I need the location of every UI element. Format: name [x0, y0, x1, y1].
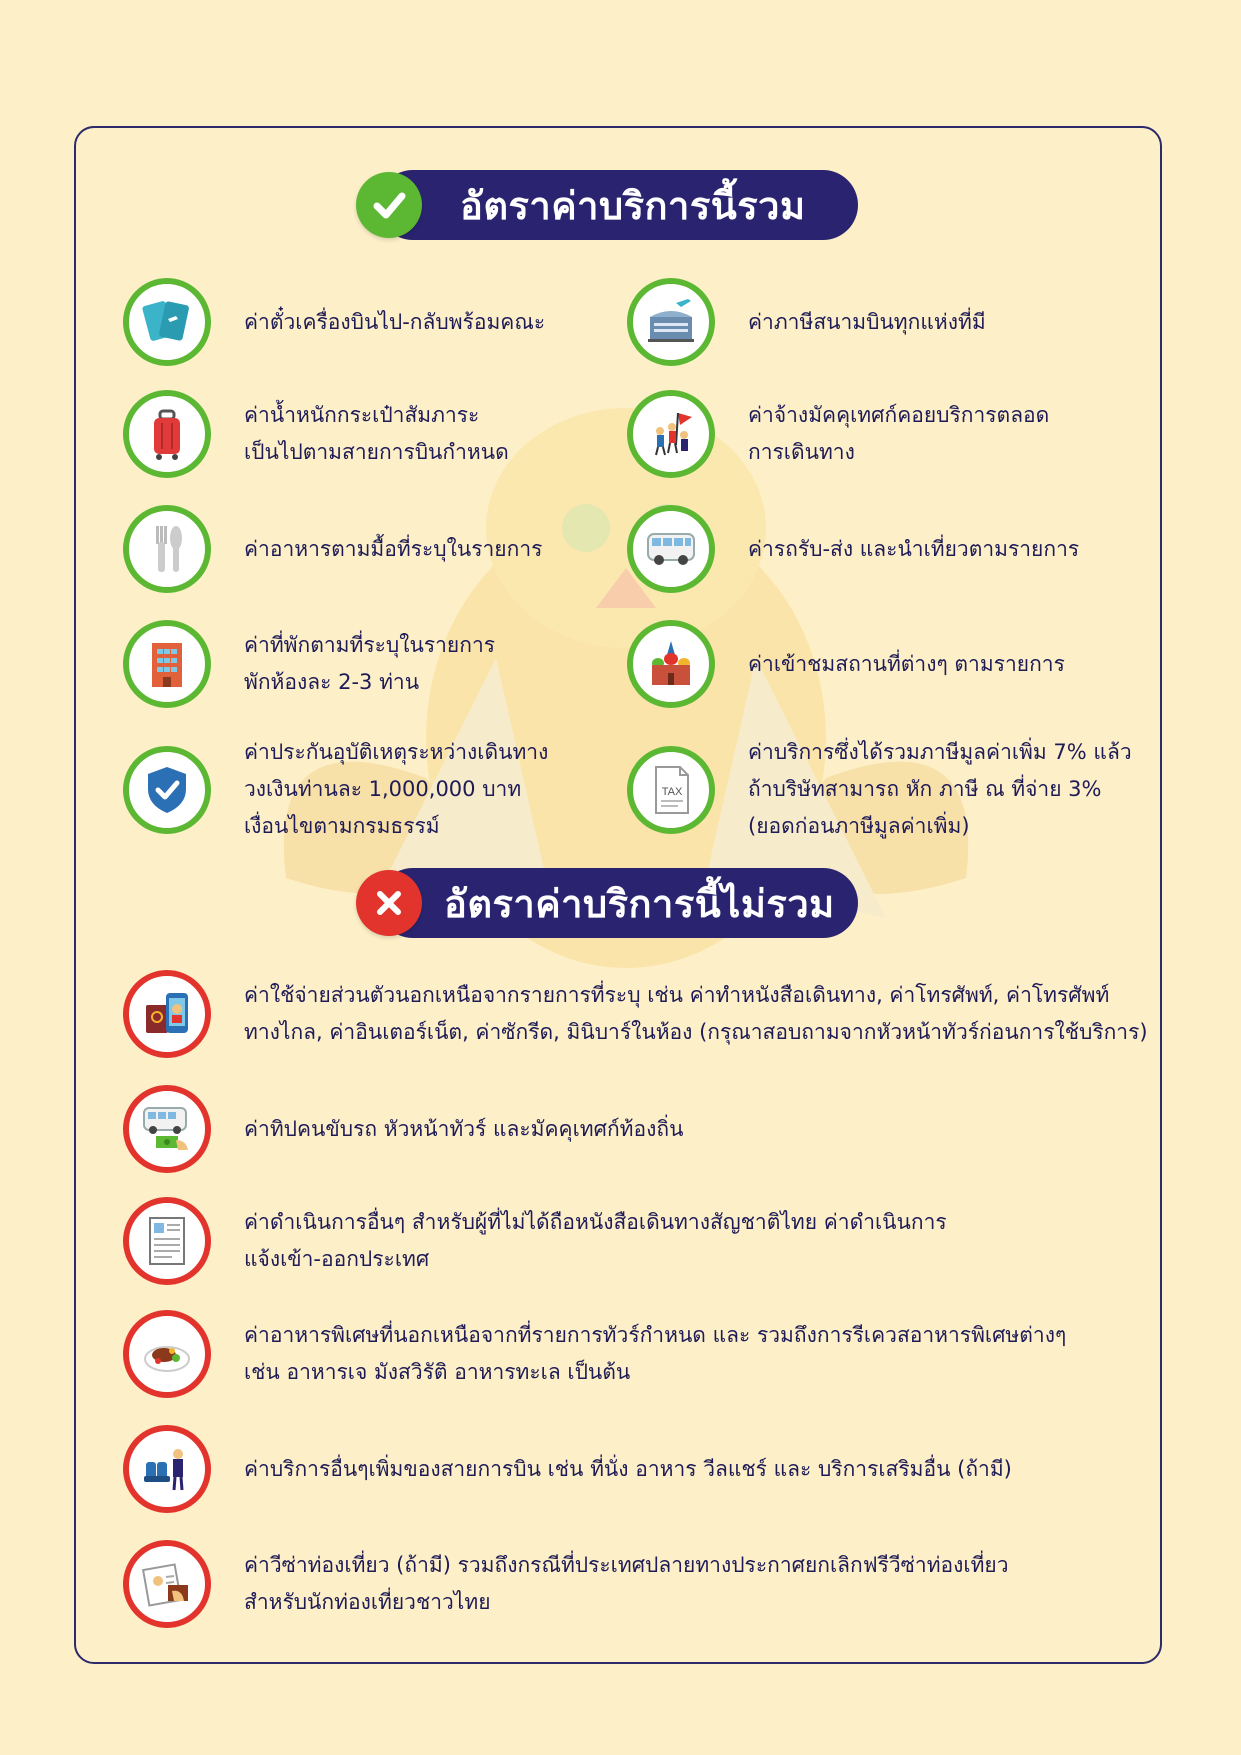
- text-line: ค่าน้ำหนักกระเป๋าสัมภาระ: [244, 403, 480, 427]
- included-banner: [378, 170, 858, 240]
- excluded-title: อัตราค่าบริการนี้ไม่รวม: [444, 881, 835, 926]
- text-line: ค่าจ้างมัคคุเทศก์คอยบริการตลอด: [748, 403, 1050, 427]
- included-text: [748, 397, 1049, 471]
- text-line: ค่าเข้าชมสถานที่ต่างๆ ตามรายการ: [748, 651, 1065, 676]
- text-line: ค่าใช้จ่ายส่วนตัวนอกเหนือจากรายการที่ระบุ เช่น ค่าทำหนังสือเดินทาง, ค่าโทรศัพท์, ค่าโทรศัพท์: [244, 983, 1110, 1007]
- guide-icon: [627, 390, 715, 478]
- text-line: วงเงินท่านละ 1,000,000 บาท: [244, 777, 522, 801]
- included-item: [123, 620, 495, 708]
- landmark-icon: [627, 620, 715, 708]
- text-line: ค่าบริการอื่นๆเพิ่มของสายการบิน เช่น ที่นั่ง อาหาร วีลแชร์ และ บริการเสริมอื่น (ถ้ามี): [244, 1456, 1012, 1481]
- included-item: [627, 278, 986, 366]
- text-line: ค่าดำเนินการอื่นๆ สำหรับผู้ที่ไม่ได้ถือหนังสือเดินทางสัญชาติไทย ค่าดำเนินการ: [244, 1210, 947, 1234]
- text-line: ค่าภาษีสนามบินทุกแห่งที่มี: [748, 309, 986, 334]
- included-text: [244, 304, 545, 341]
- text-line: ค่าวีซ่าท่องเที่ยว (ถ้ามี) รวมถึงกรณีที่ประเทศปลายทางประกาศยกเลิกฟรีวีซ่าท่องเที่ยว: [244, 1553, 1009, 1577]
- passport-phone-icon: [123, 970, 211, 1058]
- included-item: [627, 505, 1079, 593]
- shield-icon: [123, 746, 211, 834]
- tax-icon: [627, 746, 715, 834]
- included-text: [748, 646, 1065, 683]
- excluded-item: [123, 1197, 947, 1285]
- excluded-item: [123, 1425, 1012, 1513]
- included-item: [123, 278, 545, 366]
- excluded-text: [244, 1451, 1012, 1488]
- included-item: [123, 390, 509, 478]
- hotel-icon: [123, 620, 211, 708]
- text-line: แจ้งเข้า-ออกประเทศ: [244, 1247, 430, 1271]
- included-text: [244, 627, 495, 701]
- included-item: [123, 734, 548, 845]
- text-line: (ยอดก่อนภาษีมูลค่าเพิ่ม): [748, 814, 970, 838]
- text-line: เงื่อนไขตามกรมธรรม์: [244, 814, 440, 838]
- excluded-item: [123, 1540, 1009, 1628]
- check-icon: [369, 185, 409, 225]
- excluded-item: [123, 1085, 683, 1173]
- luggage-icon: [123, 390, 211, 478]
- included-item: [123, 505, 542, 593]
- tax-icon-label: TAX: [661, 785, 683, 798]
- cross-badge: [356, 870, 422, 936]
- included-text: [244, 397, 509, 471]
- excluded-text: [244, 1547, 1009, 1621]
- document-icon: [123, 1197, 211, 1285]
- text-line: เช่น อาหารเจ มังสวิรัติ อาหารทะเล เป็นต้น: [244, 1360, 631, 1384]
- cross-icon: [372, 886, 406, 920]
- text-line: ค่าบริการซึ่งได้รวมภาษีมูลค่าเพิ่ม 7% แล้ว: [748, 740, 1132, 764]
- text-line: พักห้องละ 2-3 ท่าน: [244, 670, 420, 694]
- ticket-icon: [123, 278, 211, 366]
- bus-tip-icon: [123, 1085, 211, 1173]
- included-text: [748, 304, 986, 341]
- text-line: สำหรับนักท่องเที่ยวชาวไทย: [244, 1590, 491, 1614]
- text-line: ค่าประกันอุบัติเหตุระหว่างเดินทาง: [244, 740, 549, 764]
- included-item: [627, 390, 1049, 478]
- text-line: ค่าทิปคนขับรถ หัวหน้าทัวร์ และมัคคุเทศก์ท้องถิ่น: [244, 1116, 684, 1141]
- excluded-banner: [378, 868, 858, 938]
- excluded-item: [123, 1310, 1066, 1398]
- airport-icon: [627, 278, 715, 366]
- airline-seat-icon: [123, 1425, 211, 1513]
- text-line: ถ้าบริษัทสามารถ หัก ภาษี ณ ที่จ่าย 3%: [748, 777, 1102, 801]
- special-meal-icon: [123, 1310, 211, 1398]
- text-line: ค่าตั๋วเครื่องบินไป-กลับพร้อมคณะ: [244, 309, 546, 334]
- text-line: ค่าที่พักตามที่ระบุในรายการ: [244, 633, 496, 657]
- text-line: ค่าอาหารตามมื้อที่ระบุในรายการ: [244, 536, 543, 561]
- excluded-text: [244, 977, 1148, 1051]
- included-text: [244, 531, 542, 568]
- text-line: ค่าอาหารพิเศษที่นอกเหนือจากที่รายการทัวร์กำหนด และ รวมถึงการรีเควสอาหารพิเศษต่างๆ: [244, 1323, 1067, 1347]
- included-text: [244, 734, 548, 845]
- included-item: [627, 734, 1132, 845]
- bus-icon: [627, 505, 715, 593]
- included-text: [748, 734, 1132, 845]
- excluded-text: [244, 1317, 1066, 1391]
- text-line: ทางไกล, ค่าอินเตอร์เน็ต, ค่าซักรีด, มินิบาร์ในห้อง (กรุณาสอบถามจากหัวหน้าทัวร์ก่อนการใช้บริการ): [244, 1020, 1148, 1044]
- text-line: ค่ารถรับ-ส่ง และนำเที่ยวตามรายการ: [748, 536, 1080, 561]
- included-title: อัตราค่าบริการนี้รวม: [460, 183, 806, 228]
- excluded-item: [123, 970, 1148, 1058]
- text-line: การเดินทาง: [748, 440, 855, 464]
- cutlery-icon: [123, 505, 211, 593]
- text-line: เป็นไปตามสายการบินกำหนด: [244, 440, 509, 464]
- check-badge: [356, 172, 422, 238]
- included-item: [627, 620, 1065, 708]
- excluded-text: [244, 1204, 947, 1278]
- included-text: [748, 531, 1079, 568]
- excluded-text: [244, 1111, 683, 1148]
- visa-icon: [123, 1540, 211, 1628]
